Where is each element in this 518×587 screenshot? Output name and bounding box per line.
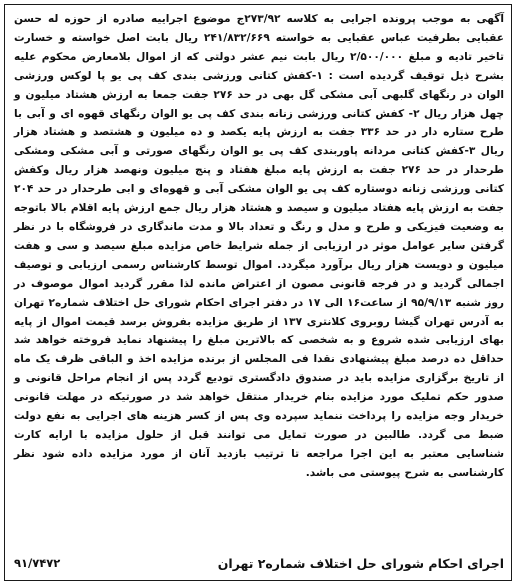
issuer-signature: اجرای احکام شورای حل اختلاف شماره۲ تهران (217, 555, 504, 571)
notice-reference-number: ۹۱/۷۴۷۲ (14, 556, 61, 570)
notice-body: آگهی به موجب پرونده اجرایی به کلاسه ۲۷۳/۹۲ج موضوع اجراییه صادره از حوزه له حسن عقبایی بطرفیت عباس عقبایی به خواسته ۲۴۱/۸۳۲/۶۶۹ ریال بابت اصل خواسته و خسارت تاخیر تادیه و مبلغ ۲/۵۰۰/۰۰۰ ریال بابت نیم عشر دولتی که از اموال بلامعارض محکوم علیه بشرح ذیل توقیف گردیده است : ۱-کفش کتانی ورزشی بندی کف پی یو پا لوکس ورزشی الوان در رنگهای گلبهی آبی مشکی گل بهی در حد ۲۷۶ جفت جمعا به ارزش هشتاد میلیون و چهل هزار ریال ۲- کفش کتانی ورزشی زنانه بندی کف پی یو الوان رنگهای قهوه ای و آبی با طرح ستاره دار در حد ۳۳۶ جفت به ارزش پایه یکصد و ده میلیون و هشتصد و هشتاد هزار ریال ۳-کفش کتانی مردانه پاوربندی کف پی یو الوان رنگهای صورتی و آبی مشکی ومشکی طرحدار در حد ۲۷۶ جفت به ارزش پایه مبلغ هفتاد و پنج میلیون ونهصد هزار ریال وکفش کتانی ورزشی زنانه دوستاره کف پی یو الوان مشکی آبی و قهوه‌ای و ابی طرحدار در حد ۲۰۴ جفت به ارزش پایه هفتاد میلیون و سیصد و هشتاد هزار ریال جمع ارزش پایه اقلام بالا باتوجه به وضعیت فیزیکی و طرح و مدل و رنگ و تعداد بالا و مدت ماندگاری در فروشگاه با در نظر گرفتن سایر عوامل موثر در ارزیابی از جمله شرایط خاص مزایده مبلغ سیصد و سی و هفت میلیون و دویست هزار ریال برآورد میگردد. اموال توسط کارشناس رسمی ارزیابی و توصیف اجمالی گردید و در فرجه قانونی مصون از اعتراض مانده لذا مقرر گردید اموال موصوف در روز شنبه ۹۵/۹/۱۳ از ساعت۱۶ الی ۱۷ در دفتر اجرای احکام شورای حل اختلاف شماره۲ تهران به آدرس تهران گیشا روبروی کلانتری ۱۳۷ از طریق مزایده بفروش برسد قیمت اموال از پایه بهای ارزیابی شده شروع و به شخصی که بالاترین مبلغ را پیشنهاد نماید فروخته خواهد شد حداقل ده درصد مبلغ پیشنهادی نقدا فی المجلس از برنده مزایده اخذ و الباقی ظرف یک ماه از تاریخ برگزاری مزایده باید در صندوق دادگستری تودیع گردد پس از انجام مراحل قانونی و صدور حکم تملیک مورد مزایده بنام خریدار منتقل خواهد شد در صورتیکه در مهلت قانونی خریدار وجه مزایده را پرداخت ننماید سپرده وی پس از کسر هزینه های اجرایی به نفع دولت ضبط می گردد. طالبین در صورت تمایل می توانند قبل از حلول مزایده با ارایه کارت شناسایی معتبر به این اجرا مراجعه تا ترتیب بازدید آنان از مورد مزایده داده شود نظر کارشناسی به شرح پیوستی می باشد. (14, 13, 505, 479)
notice-footer (14, 551, 504, 575)
